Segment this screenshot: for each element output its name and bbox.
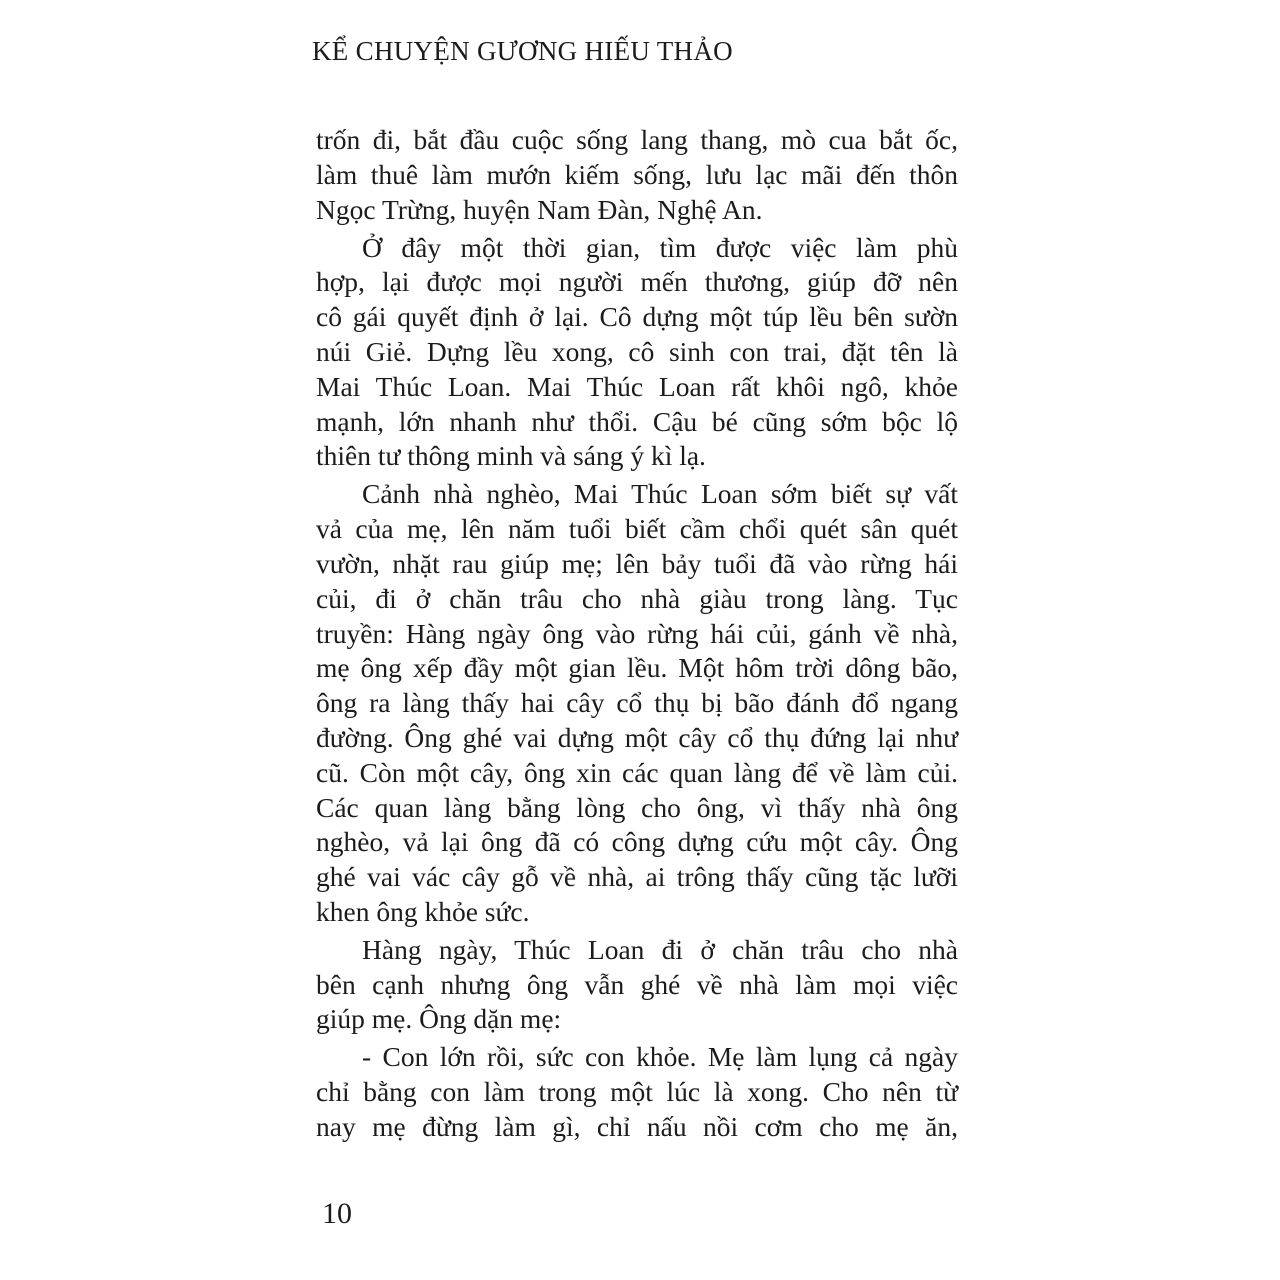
text-line: thiên tư thông minh và sáng ý kì lạ. bbox=[316, 440, 706, 472]
text-line: đường. Ông ghé vai dựng một cây cổ thụ đứng lại như bbox=[316, 721, 958, 753]
paragraph bbox=[316, 477, 958, 929]
paragraph bbox=[316, 933, 958, 1037]
text-line: nghèo, vả lại ông đã có công dựng cứu một cây. Ông bbox=[316, 826, 958, 858]
text-line: ghé vai vác cây gỗ về nhà, ai trông thấy cũng tặc lưỡi bbox=[316, 861, 958, 893]
paragraph bbox=[316, 1040, 958, 1144]
text-line: Ngọc Trừng, huyện Nam Đàn, Nghệ An. bbox=[316, 193, 763, 225]
text-line: trốn đi, bắt đầu cuộc sống lang thang, mò cua bắt ốc, bbox=[316, 124, 958, 155]
paragraph bbox=[316, 231, 958, 475]
text-line: khen ông khỏe sức. bbox=[316, 895, 530, 927]
text-line: vườn, nhặt rau giúp mẹ; lên bảy tuổi đã vào rừng hái bbox=[316, 547, 958, 579]
text-line: giúp mẹ. Ông dặn mẹ: bbox=[316, 1003, 562, 1035]
text-line: núi Giẻ. Dựng lều xong, cô sinh con trai, đặt tên là bbox=[316, 335, 958, 367]
text-line: làm thuê làm mướn kiếm sống, lưu lạc mãi đến thôn bbox=[316, 158, 958, 190]
text-line: bên cạnh nhưng ông vẫn ghé về nhà làm mọi việc bbox=[316, 968, 958, 1000]
paragraph bbox=[316, 123, 958, 227]
text-line: - Con lớn rồi, sức con khỏe. Mẹ làm lụng cả ngày bbox=[362, 1041, 958, 1073]
text-line: ông ra làng thấy hai cây cổ thụ bị bão đánh đổ ngang bbox=[316, 687, 958, 719]
text-line: hợp, lại được mọi người mến thương, giúp đỡ nên bbox=[316, 266, 958, 298]
text-line: củi, đi ở chăn trâu cho nhà giàu trong làng. Tục bbox=[316, 582, 958, 614]
page-number: 10 bbox=[322, 1197, 352, 1230]
text-line: chỉ bằng con làm trong một lúc là xong. Cho nên từ bbox=[316, 1076, 958, 1108]
body-text bbox=[316, 123, 958, 1145]
text-line: mạnh, lớn nhanh như thổi. Cậu bé cũng sớm bộc lộ bbox=[316, 405, 958, 437]
text-line: Mai Thúc Loan. Mai Thúc Loan rất khôi ngô, khỏe bbox=[316, 370, 958, 402]
text-line: vả của mẹ, lên năm tuổi biết cầm chổi quét sân quét bbox=[316, 513, 958, 545]
text-line: cũ. Còn một cây, ông xin các quan làng để về làm củi. bbox=[316, 756, 958, 788]
text-line: truyền: Hàng ngày ông vào rừng hái củi, gánh về nhà, bbox=[316, 617, 958, 649]
text-line: Cảnh nhà nghèo, Mai Thúc Loan sớm biết sự vất bbox=[362, 478, 958, 510]
text-line: Hàng ngày, Thúc Loan đi ở chăn trâu cho nhà bbox=[362, 933, 958, 965]
text-line: Ở đây một thời gian, tìm được việc làm phù bbox=[362, 231, 958, 263]
text-line: Các quan làng bằng lòng cho ông, vì thấy nhà ông bbox=[316, 791, 958, 823]
text-line: cô gái quyết định ở lại. Cô dựng một túp lều bên sườn bbox=[316, 301, 958, 333]
running-head: KỂ CHUYỆN GƯƠNG HIẾU THẢO bbox=[312, 36, 733, 66]
text-line: nay mẹ đừng làm gì, chỉ nấu nồi cơm cho mẹ ăn, bbox=[316, 1111, 958, 1143]
text-line: mẹ ông xếp đầy một gian lều. Một hôm trời dông bão, bbox=[316, 652, 958, 684]
